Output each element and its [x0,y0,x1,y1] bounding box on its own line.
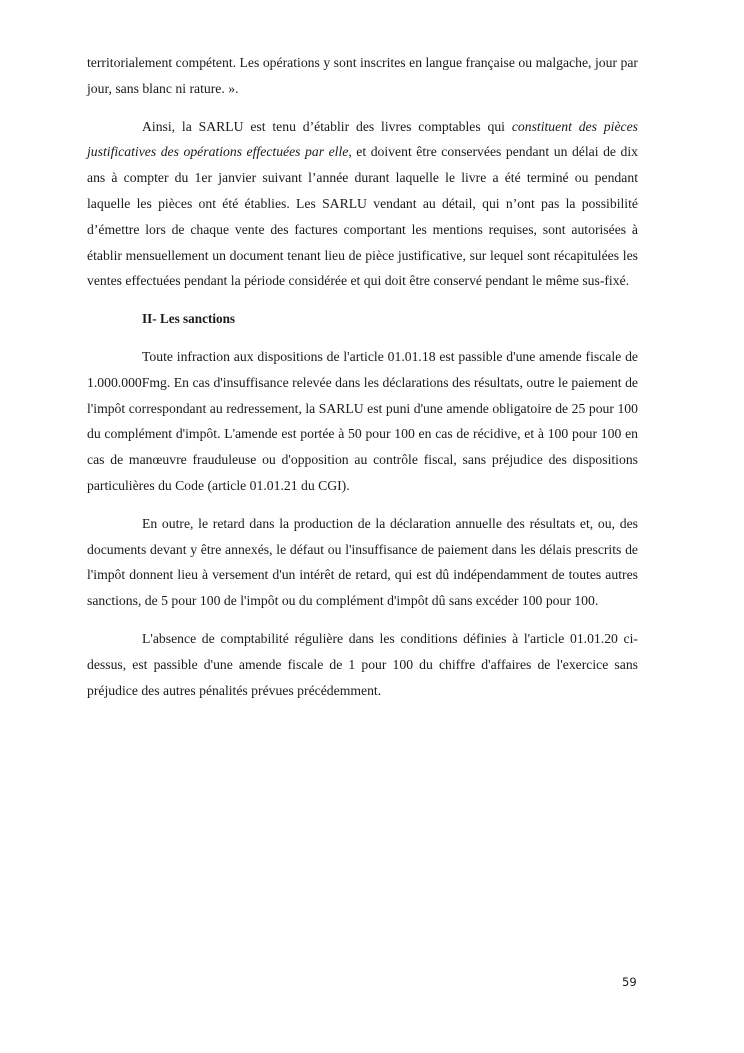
paragraph-livres-comptables [87,114,638,295]
page-number: 59 [622,975,637,989]
paragraph-infraction: Toute infraction aux dispositions de l'article 01.01.18 est passible d'une amende fiscale de 1.000.000Fmg. En cas d'insuffisance relevée dans les déclarations des résultats, outre le paiement de l'impôt correspondant au redressement, la SARLU est puni d'une amende obligatoire de 25 pour 100 du complément d'impôt. L'amende est portée à 50 pour 100 en cas de récidive, et à 100 pour 100 en cas de manœuvre frauduleuse ou d'opposition au contrôle fiscal, sans préjudice des dispositions particulières du Code (article 01.01.21 du CGI). [87,348,638,493]
document-body [87,50,638,715]
paragraph-absence-comptabilite: L'absence de comptabilité régulière dans les conditions définies à l'article 01.01.20 ci-dessus, est passible d'une amende fiscale de 1 pour 100 du chiffre d'affaires de l'exercice sans préjudice des autres pénalités prévues précédemment. [87,630,638,698]
paragraph-text: Ainsi, la SARLU est tenu d’établir des livres comptables qui [142,118,512,134]
paragraph-italic-text: constituent des pièces justificatives des opérations effectuées par elle [87,118,638,160]
paragraph-retard: En outre, le retard dans la production de la déclaration annuelle des résultats et, ou, des documents devant y être annexés, le défaut ou l'insuffisance de paiement dans les délais prescrits de l'impôt donnent lieu à versement d'un intérêt de retard, qui est dû indépendamment de toutes autres sanctions, de 5 pour 100 de l'impôt ou du complément d'impôt dû sans excéder 100 pour 100. [87,515,638,609]
paragraph-continuation: territorialement compétent. Les opérations y sont inscrites en langue française ou malgache, jour par jour, sans blanc ni rature. ». [87,55,638,96]
section-heading: II- Les sanctions [142,311,236,327]
paragraph-text: , et doivent être conservées pendant un délai de dix ans à compter du 1er janvier suivant l’année durant laquelle le livre a été terminé ou pendant laquelle les pièces ont été établies. Les SARLU vendant au détail, qui n’ont pas la possibilité d’émettre lors de chaque vente des factures comportant les mentions requises, sont autorisées à établir mensuellement un document tenant lieu de pièce justificative, sur lequel sont récapitulées les ventes effectuées pendant la période considérée et qui doit être conservé pendant le même sus-fixé. [87,144,638,289]
